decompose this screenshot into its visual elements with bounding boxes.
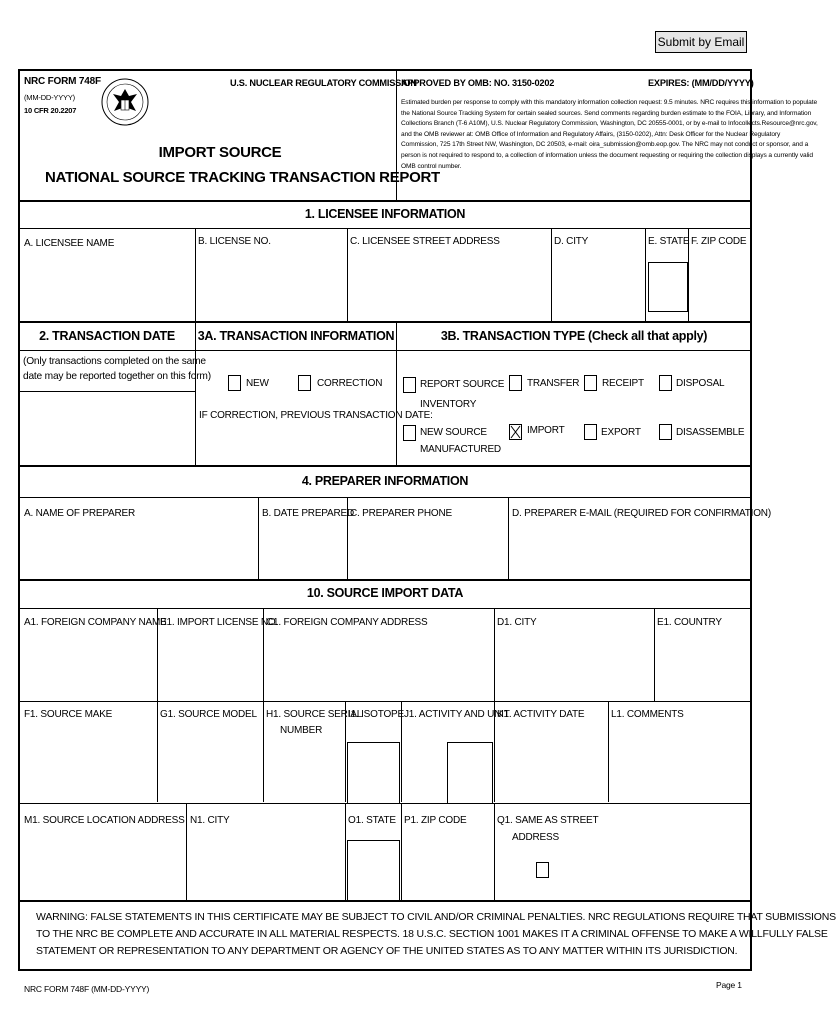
same-as-street-label-1: Q1. SAME AS STREET bbox=[497, 815, 599, 826]
disposal-checkbox[interactable] bbox=[659, 375, 672, 391]
s2-title-rule bbox=[18, 350, 752, 351]
s4-col-d bbox=[508, 497, 509, 579]
warning-statement: WARNING: FALSE STATEMENTS IN THIS CERTIFICATE MAY BE SUBJECT TO CIVIL AND/OR CRIMINAL PENALTIES. NRC REGULATIONS REQUIRE THAT SUBMISSIONS TO THE NRC BE COMPLETE AND ACCURATE IN ALL MATERIAL RESPECTS. 18 U.S.C. SECTION 1001 MAKES IT A CRIMINAL OFFENSE TO MAKE A WILLFULLY FALSE STATEMENT OR REPRESENTATION TO ANY DEPARTMENT OR AGENCY OF THE UNITED STATES AS TO ANY MATTER WITHIN ITS JURISDICTION. bbox=[36, 911, 836, 957]
date-prepared-label: B. DATE PREPARED bbox=[262, 508, 355, 519]
s10-r3-col-q bbox=[494, 803, 495, 900]
s4-rule bbox=[18, 497, 752, 498]
previous-date-label: IF CORRECTION, PREVIOUS TRANSACTION DATE: bbox=[199, 410, 433, 421]
receipt-label: RECEIPT bbox=[602, 378, 644, 389]
s2-note-rule bbox=[18, 391, 196, 392]
import-label: IMPORT bbox=[527, 425, 565, 436]
import-checkbox[interactable] bbox=[509, 424, 522, 440]
comments-label: L1. COMMENTS bbox=[611, 709, 684, 720]
foreign-company-address-label: C1. FOREIGN COMPANY ADDRESS bbox=[266, 617, 428, 628]
foreign-company-name-label: A1. FOREIGN COMPANY NAME bbox=[24, 617, 167, 628]
s1-col-d bbox=[551, 228, 552, 321]
burden-statement: Estimated burden per response to comply with this mandatory information collection request: 9.5 minutes. NRC requires this information to populate the National Source Tracking System for certain sealed sources. Send comments regarding burden estimate to the FOIA, Library, and Information Collections Branch (T-6 A10M), U.S. Nuclear Regulatory Commission, Washington, DC 20555-0001, or by e-mail to Infocollects.Resource@nrc.gov, and the OMB reviewer at: OMB Office of Information and Regulatory Affairs, (3150-0202), Attn: Desk Officer for the Nuclear Regulatory Commission, 725 17th Street NW, Washington, DC 20503, e-mail: oira_submission@omb.eop.gov. The NRC may not conduct or sponsor, and a person is not required to respond to, a collection of information unless the document requesting or requiring the collection displays a currently valid OMB control number. bbox=[401, 99, 818, 170]
new-label: NEW bbox=[246, 378, 269, 389]
frame-right bbox=[750, 69, 752, 971]
s10-r2-col-l bbox=[608, 701, 609, 802]
section3a-title: 3A. TRANSACTION INFORMATION bbox=[197, 329, 395, 343]
agency-name: U.S. NUCLEAR REGULATORY COMMISSION bbox=[230, 78, 417, 88]
section10-title: 10. SOURCE IMPORT DATA bbox=[306, 586, 464, 600]
checkmark-x-icon bbox=[510, 425, 521, 439]
licensee-city-label: D. CITY bbox=[554, 236, 589, 247]
licensee-state-field[interactable] bbox=[648, 262, 688, 312]
s10-r1-col-e bbox=[654, 608, 655, 701]
source-serial-label-1: H1. SOURCE SERIAL bbox=[266, 709, 363, 720]
report-source-inventory-checkbox[interactable] bbox=[403, 377, 416, 393]
footer-form-reference: NRC FORM 748F (MM-DD-YYYY) bbox=[24, 984, 150, 994]
correction-checkbox[interactable] bbox=[298, 375, 311, 391]
activity-unit-label: J1. ACTIVITY AND UNIT bbox=[404, 709, 510, 720]
cfr-reference: 10 CFR 20.2207 bbox=[24, 106, 77, 115]
new-checkbox[interactable] bbox=[228, 375, 241, 391]
export-label: EXPORT bbox=[601, 427, 641, 438]
title-import-source: IMPORT SOURCE bbox=[158, 144, 282, 161]
export-checkbox[interactable] bbox=[584, 424, 597, 440]
s4-bottom-rule bbox=[18, 579, 752, 581]
s4-col-b bbox=[258, 497, 259, 579]
s10-r3-col-o bbox=[345, 803, 346, 900]
disassemble-checkbox[interactable] bbox=[659, 424, 672, 440]
page-number: Page 1 bbox=[716, 980, 742, 990]
frame-left bbox=[18, 69, 20, 971]
activity-date-label: K1. ACTIVITY DATE bbox=[497, 709, 585, 720]
section4-title: 4. PREPARER INFORMATION bbox=[301, 474, 469, 488]
transaction-date-note-1: (Only transactions completed on the same bbox=[23, 356, 206, 367]
licensee-street-label: C. LICENSEE STREET ADDRESS bbox=[350, 236, 500, 247]
location-city-label: N1. CITY bbox=[190, 815, 230, 826]
license-no-label: B. LICENSE NO. bbox=[198, 236, 271, 247]
source-location-address-label: M1. SOURCE LOCATION ADDRESS bbox=[24, 815, 185, 826]
source-make-label: F1. SOURCE MAKE bbox=[24, 709, 113, 720]
section3b-title: 3B. TRANSACTION TYPE (Check all that apply) bbox=[440, 329, 708, 343]
s10-r2-col-h bbox=[263, 701, 264, 802]
disposal-label: DISPOSAL bbox=[676, 378, 725, 389]
new-source-label-1: NEW SOURCE bbox=[420, 427, 487, 438]
header-bottom-rule bbox=[18, 200, 752, 202]
licensee-zip-label: F. ZIP CODE bbox=[691, 236, 747, 247]
s10-row2-rule bbox=[18, 803, 752, 804]
isotope-label: I1. ISOTOPE bbox=[348, 709, 404, 720]
correction-label: CORRECTION bbox=[317, 378, 383, 389]
nrc-seal-icon bbox=[100, 72, 150, 132]
foreign-city-label: D1. CITY bbox=[497, 617, 537, 628]
same-as-street-label-2: ADDRESS bbox=[512, 832, 559, 843]
new-source-label-2: MANUFACTURED bbox=[420, 444, 501, 455]
preparer-name-label: A. NAME OF PREPARER bbox=[24, 508, 136, 519]
transfer-checkbox[interactable] bbox=[509, 375, 522, 391]
licensee-state-label: E. STATE bbox=[648, 236, 690, 247]
form-number: NRC FORM 748F bbox=[24, 76, 101, 87]
preparer-email-label: D. PREPARER E-MAIL (REQUIRED FOR CONFIRMATION) bbox=[512, 508, 771, 519]
form-date: (MM-DD-YYYY) bbox=[24, 93, 75, 102]
isotope-field[interactable] bbox=[347, 742, 400, 804]
s1-col-b bbox=[195, 228, 196, 321]
same-as-street-checkbox[interactable] bbox=[536, 862, 549, 878]
disassemble-label: DISASSEMBLE bbox=[676, 427, 745, 438]
location-zip-label: P1. ZIP CODE bbox=[404, 815, 467, 826]
frame-bottom bbox=[18, 969, 752, 971]
report-source-label-1: REPORT SOURCE bbox=[420, 379, 505, 390]
s1-rule bbox=[18, 228, 752, 229]
frame-top bbox=[18, 69, 752, 71]
transfer-label: TRANSFER bbox=[527, 378, 580, 389]
new-source-manufactured-checkbox[interactable] bbox=[403, 425, 416, 441]
page-title: NATIONAL SOURCE TRACKING TRANSACTION REPORT bbox=[45, 169, 440, 186]
location-state-label: O1. STATE bbox=[348, 815, 396, 826]
preparer-phone-label: C. PREPARER PHONE bbox=[350, 508, 452, 519]
source-serial-label-2: NUMBER bbox=[280, 725, 323, 736]
report-source-label-2: INVENTORY bbox=[420, 399, 477, 410]
country-label: E1. COUNTRY bbox=[657, 617, 722, 628]
source-model-label: G1. SOURCE MODEL bbox=[160, 709, 257, 720]
section1-title: 1. LICENSEE INFORMATION bbox=[304, 207, 466, 221]
s10-rule bbox=[18, 608, 752, 609]
transaction-date-note-2: date may be reported together on this form) bbox=[23, 371, 211, 382]
import-license-no-label: B1. IMPORT LICENSE NO. bbox=[160, 617, 279, 628]
location-state-field[interactable] bbox=[347, 840, 400, 902]
s10-r1-col-d bbox=[494, 608, 495, 701]
s1-col-e bbox=[645, 228, 646, 321]
omb-approval: APPROVED BY OMB: NO. 3150-0202 bbox=[401, 78, 555, 88]
s10-row1-rule bbox=[18, 701, 752, 702]
s10-r3-col-n bbox=[186, 803, 187, 900]
s10-bottom-rule bbox=[18, 900, 752, 902]
submit-by-email-button[interactable]: Submit by Email bbox=[655, 31, 747, 53]
s3-bottom-rule bbox=[18, 465, 752, 467]
section2-title: 2. TRANSACTION DATE bbox=[39, 329, 175, 343]
s1-bottom-rule bbox=[18, 321, 752, 323]
s1-col-c bbox=[347, 228, 348, 321]
s10-r3-col-p bbox=[401, 803, 402, 900]
s10-r2-col-g bbox=[157, 701, 158, 802]
receipt-checkbox[interactable] bbox=[584, 375, 597, 391]
licensee-name-label: A. LICENSEE NAME bbox=[24, 238, 115, 249]
expiration-date: EXPIRES: (MM/DD/YYYY) bbox=[648, 78, 754, 88]
activity-unit-field[interactable] bbox=[447, 742, 493, 804]
